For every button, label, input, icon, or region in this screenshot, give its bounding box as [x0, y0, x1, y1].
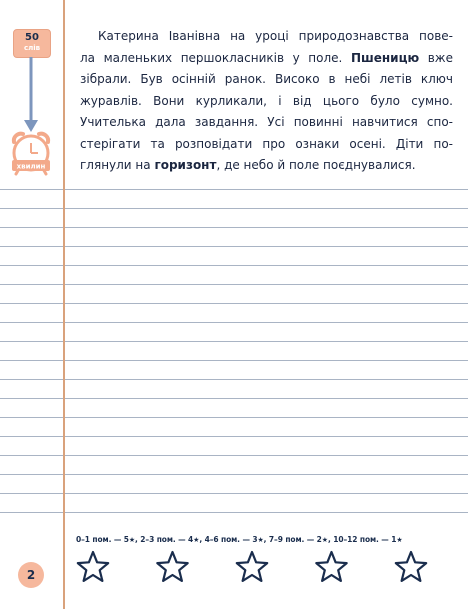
ruled-line [0, 246, 468, 247]
timer-graphic [0, 0, 64, 190]
passage-text: , де небо й поле поєднувалися. [216, 158, 416, 172]
passage-text: ла маленьких першокласників у поле. [80, 50, 343, 65]
keyword-horizon: горизонт [154, 158, 217, 172]
ruled-line [0, 379, 468, 380]
score-rule-3: , 4–6 пом. — 3 [199, 535, 258, 544]
word-count-unit: слів [23, 44, 41, 52]
passage-line: Катерина Іванівна на уроці природознавства пове- [98, 29, 453, 43]
ruled-line [0, 417, 468, 418]
page-number: 2 [18, 562, 44, 588]
ruled-line [0, 436, 468, 437]
ruled-line [0, 189, 468, 190]
ruled-line [0, 303, 468, 304]
ruled-line [0, 455, 468, 456]
score-rule-5: 0–1 пом. — 5 [76, 535, 129, 544]
ruled-line [0, 493, 468, 494]
mini-star-icon: ★ [257, 536, 264, 544]
passage-line: зібрали. Був осінній ранок. Високо в небі летів ключ [80, 72, 453, 86]
mini-star-icon: ★ [321, 536, 328, 544]
scoring-legend [76, 535, 461, 544]
ruled-line [0, 322, 468, 323]
ruled-line [0, 265, 468, 266]
mini-star-icon: ★ [396, 536, 403, 544]
ruled-line [0, 341, 468, 342]
keyword-wheat: Пшеницю [350, 50, 420, 65]
passage-line: стерігати та розповідати про ознаки осені. Діти по- [80, 136, 453, 151]
passage-text: глянули на [80, 158, 151, 172]
ruled-line [0, 284, 468, 285]
score-rule-1: , 10–12 пом. — 1 [327, 535, 397, 544]
mini-star-icon: ★ [193, 536, 200, 544]
ruled-line [0, 512, 468, 513]
score-rule-4: , 2–3 пом. — 4 [135, 535, 194, 544]
passage-line: Учителька дала завдання. Усі повинні навчитися спо- [80, 115, 453, 129]
down-arrow-icon [24, 57, 38, 132]
reading-passage [80, 26, 453, 177]
passage-line [80, 48, 453, 70]
passage-text: вже [427, 50, 453, 65]
mini-star-icon: ★ [128, 536, 136, 544]
score-rule-2: , 7–9 пом. — 2 [263, 535, 322, 544]
passage-line: журавлів. Вони курликали, і від цього було сумно. [80, 93, 453, 108]
word-count-number: 50 [25, 32, 39, 43]
ruled-line [0, 360, 468, 361]
passage-line [80, 155, 453, 177]
ruled-line [0, 208, 468, 209]
ruled-line [0, 474, 468, 475]
ruled-line [0, 398, 468, 399]
ruled-line [0, 227, 468, 228]
timer-label: хвилин [16, 162, 46, 171]
